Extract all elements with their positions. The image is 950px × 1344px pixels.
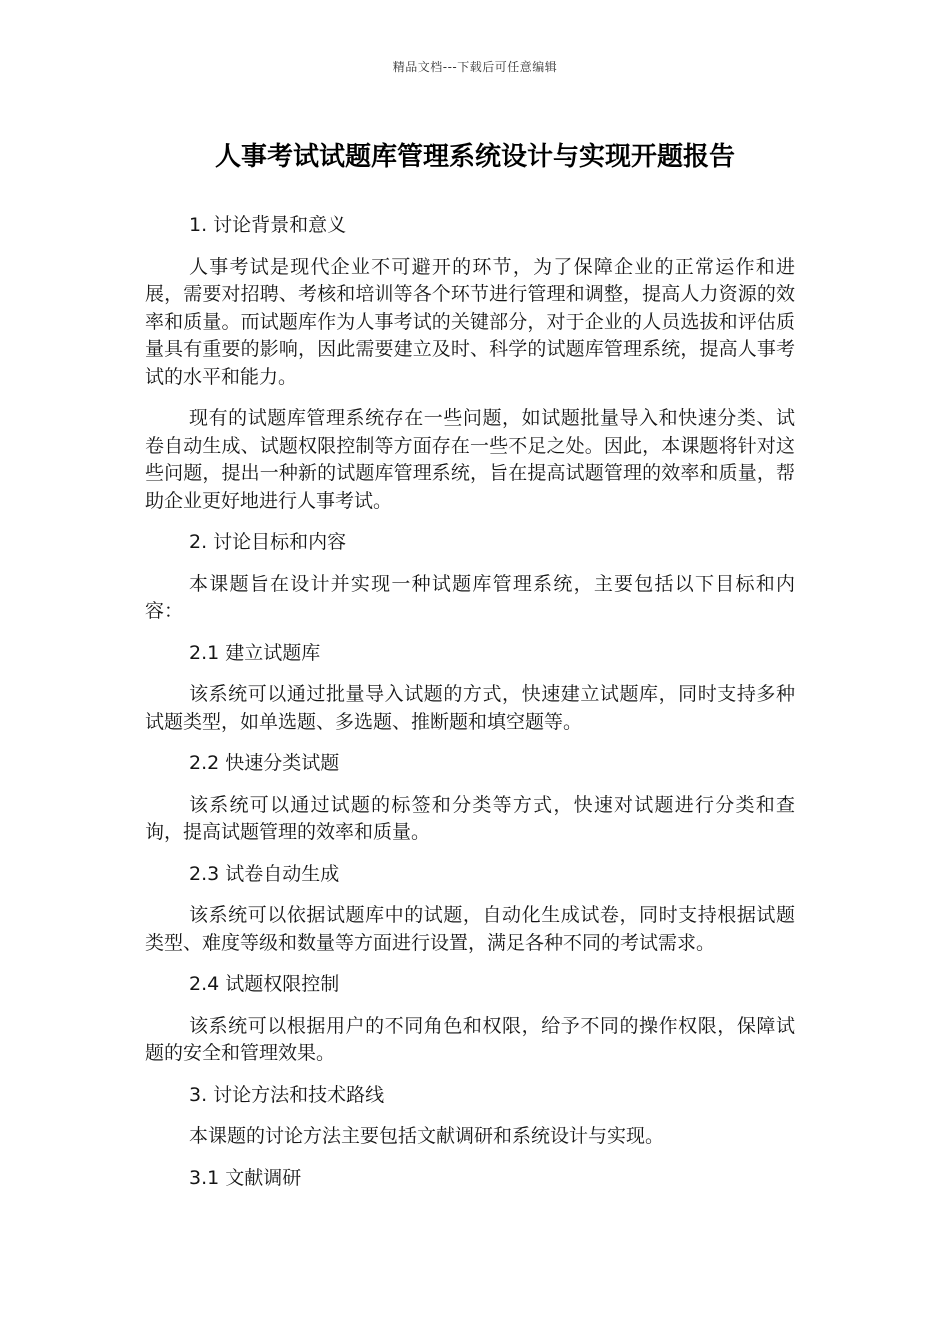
subsection-heading-2-4: 2.4 试题权限控制 — [189, 973, 340, 995]
paragraph-background: 人事考试是现代企业不可避开的环节，为了保障企业的正常运作和进展，需要对招聘、考核和培训等各个环节进行管理和调整，提高人力资源的效率和质量。而试题库作为人事考试的关键部分，对于企业的人员选拔和评估质量具有重要的影响，因此需要建立及时、科学的试题库管理系统，提高人事考试的水平和能力。 — [145, 255, 795, 388]
subsection-heading-2-2: 2.2 快速分类试题 — [189, 752, 340, 774]
paragraph-classify: 该系统可以通过试题的标签和分类等方式，快速对试题进行分类和查询，提高试题管理的效率和质量。 — [145, 793, 795, 843]
paragraph-permissions: 该系统可以根据用户的不同角色和权限，给予不同的操作权限，保障试题的安全和管理效果。 — [145, 1014, 795, 1064]
document-title: 人事考试试题库管理系统设计与实现开题报告 — [214, 142, 735, 172]
subsection-heading-3-1: 3.1 文献调研 — [189, 1166, 302, 1189]
paragraph-goals-intro: 本课题旨在设计并实现一种试题库管理系统，主要包括以下目标和内容： — [145, 572, 795, 622]
paragraph-build-bank: 该系统可以通过批量导入试题的方式，快速建立试题库，同时支持多种试题类型，如单选题、多选题、推断题和填空题等。 — [145, 683, 795, 733]
section-heading-1: 1. 讨论背景和意义 — [189, 214, 347, 236]
section-heading-2: 2. 讨论目标和内容 — [189, 531, 347, 553]
paragraph-auto-generate: 该系统可以依据试题库中的试题，自动化生成试卷，同时支持根据试题类型、难度等级和数量等方面进行设置，满足各种不同的考试需求。 — [145, 904, 795, 954]
subsection-heading-2-1: 2.1 建立试题库 — [189, 641, 321, 664]
subsection-heading-2-3: 2.3 试卷自动生成 — [189, 862, 340, 885]
section-heading-3: 3. 讨论方法和技术路线 — [189, 1083, 385, 1106]
document-body — [145, 212, 795, 1206]
paragraph-existing-problems: 现有的试题库管理系统存在一些问题，如试题批量导入和快速分类、试卷自动生成、试题权限控制等方面存在一些不足之处。因此，本课题将针对这些问题，提出一种新的试题库管理系统，旨在提高试题管理的效率和质量，帮助企业更好地进行人事考试。 — [145, 407, 795, 512]
paragraph-methods: 本课题的讨论方法主要包括文献调研和系统设计与实现。 — [189, 1125, 665, 1147]
header-note: 精品文档---下载后可任意编辑 — [392, 60, 558, 74]
